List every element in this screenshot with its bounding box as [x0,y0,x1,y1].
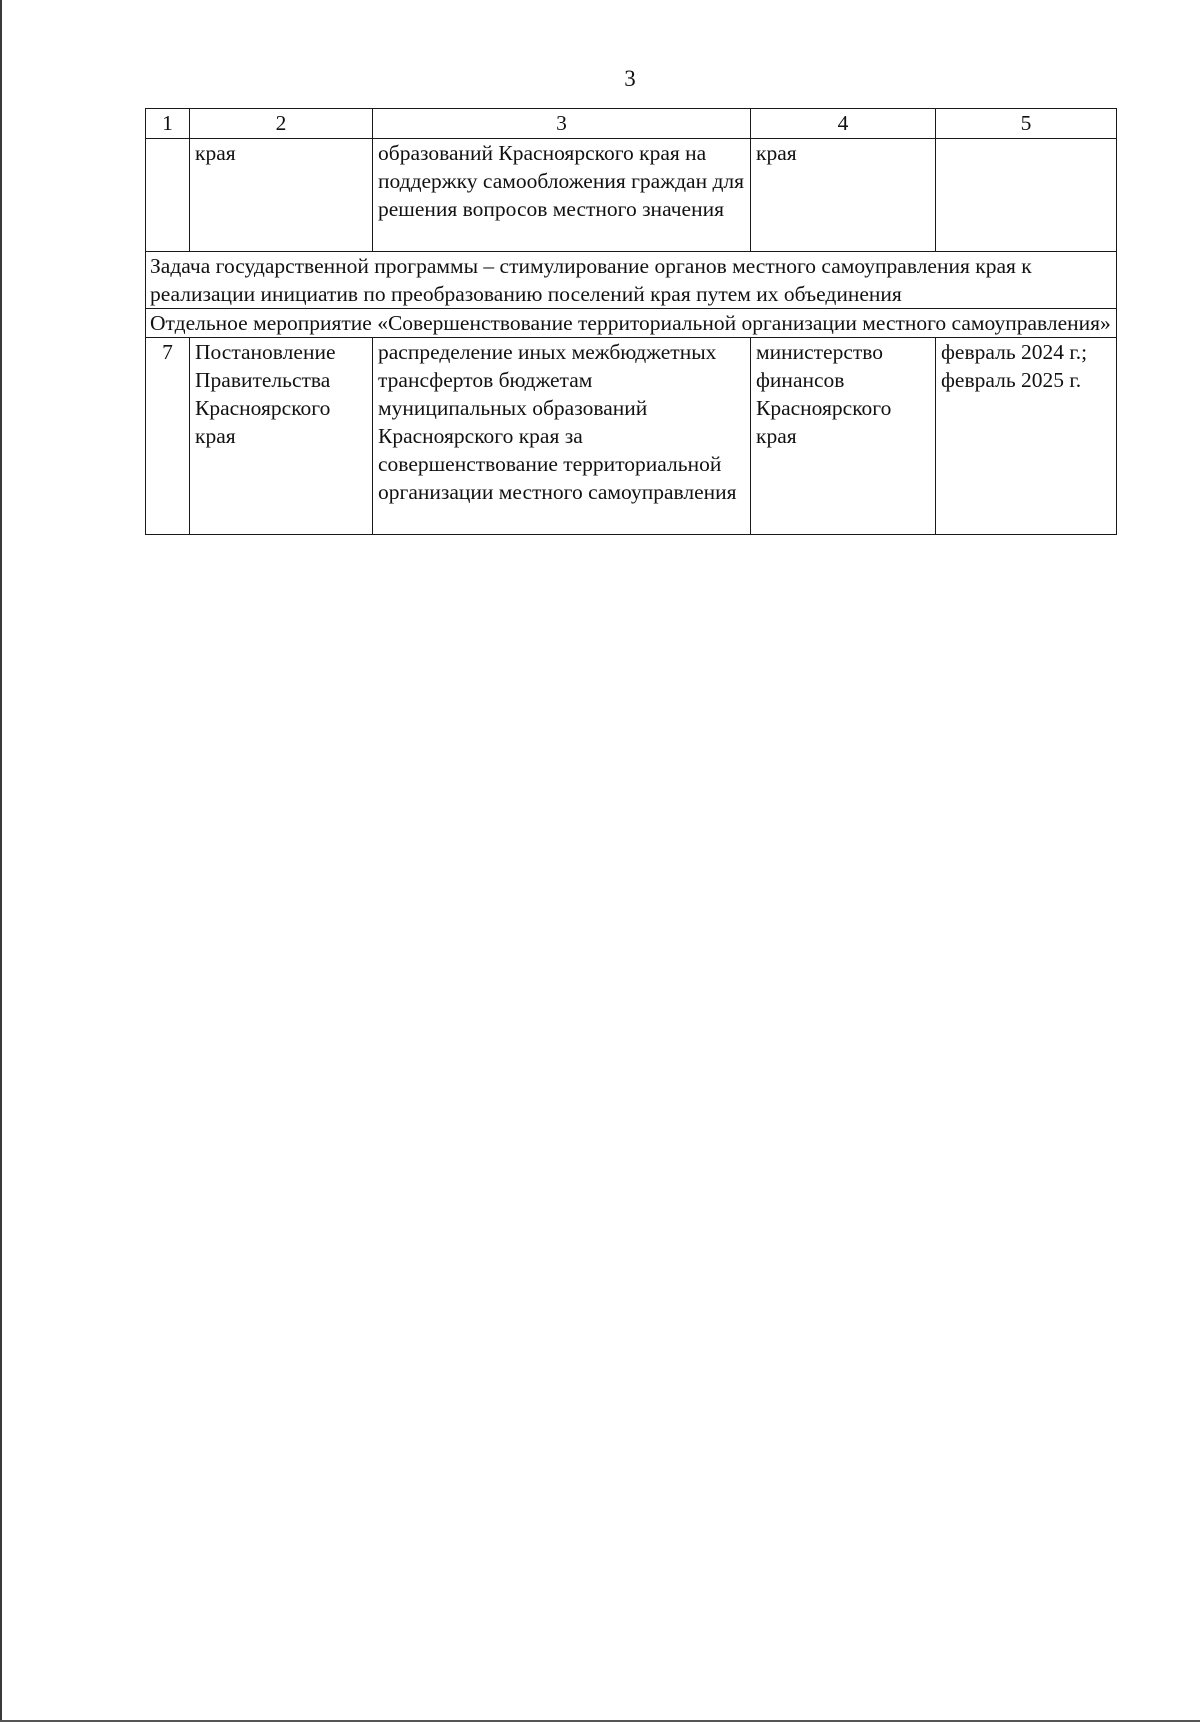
page-number: 3 [624,66,636,91]
column-header-3: 3 [373,109,751,139]
table-row [146,139,1117,252]
table-row [146,338,1117,535]
column-header-1: 1 [146,109,190,139]
task-row [146,252,1117,309]
cell-document-type: Постановление Правительства Красноярского края [190,338,373,535]
task-text: Задача государственной программы – стимулирование органов местного самоуправления края к реализации инициатив по преобразованию поселений края путем их объединения [146,252,1117,309]
document-table [145,108,1117,535]
cell-document-type: края [190,139,373,252]
column-header-2: 2 [190,109,373,139]
cell-deadline [936,139,1117,252]
table-header-row [146,109,1117,139]
column-header-4: 4 [751,109,936,139]
cell-description: образований Красноярского края на поддержку самообложения граждан для решения вопросов местного значения [373,139,751,252]
cell-deadline: февраль 2024 г.; февраль 2025 г. [936,338,1117,535]
cell-number [146,139,190,252]
cell-responsible: министерство финансов Красноярского края [751,338,936,535]
column-header-5: 5 [936,109,1117,139]
page-edge-left [0,0,2,1722]
measure-text: Отдельное мероприятие «Совершенствование территориальной организации местного самоуправления» [146,309,1117,338]
measure-row [146,309,1117,338]
cell-number: 7 [146,338,190,535]
cell-description: распределение иных межбюджетных трансфертов бюджетам муниципальных образований Красноярского края за совершенствование территориальной организации местного самоуправления [373,338,751,535]
cell-responsible: края [751,139,936,252]
